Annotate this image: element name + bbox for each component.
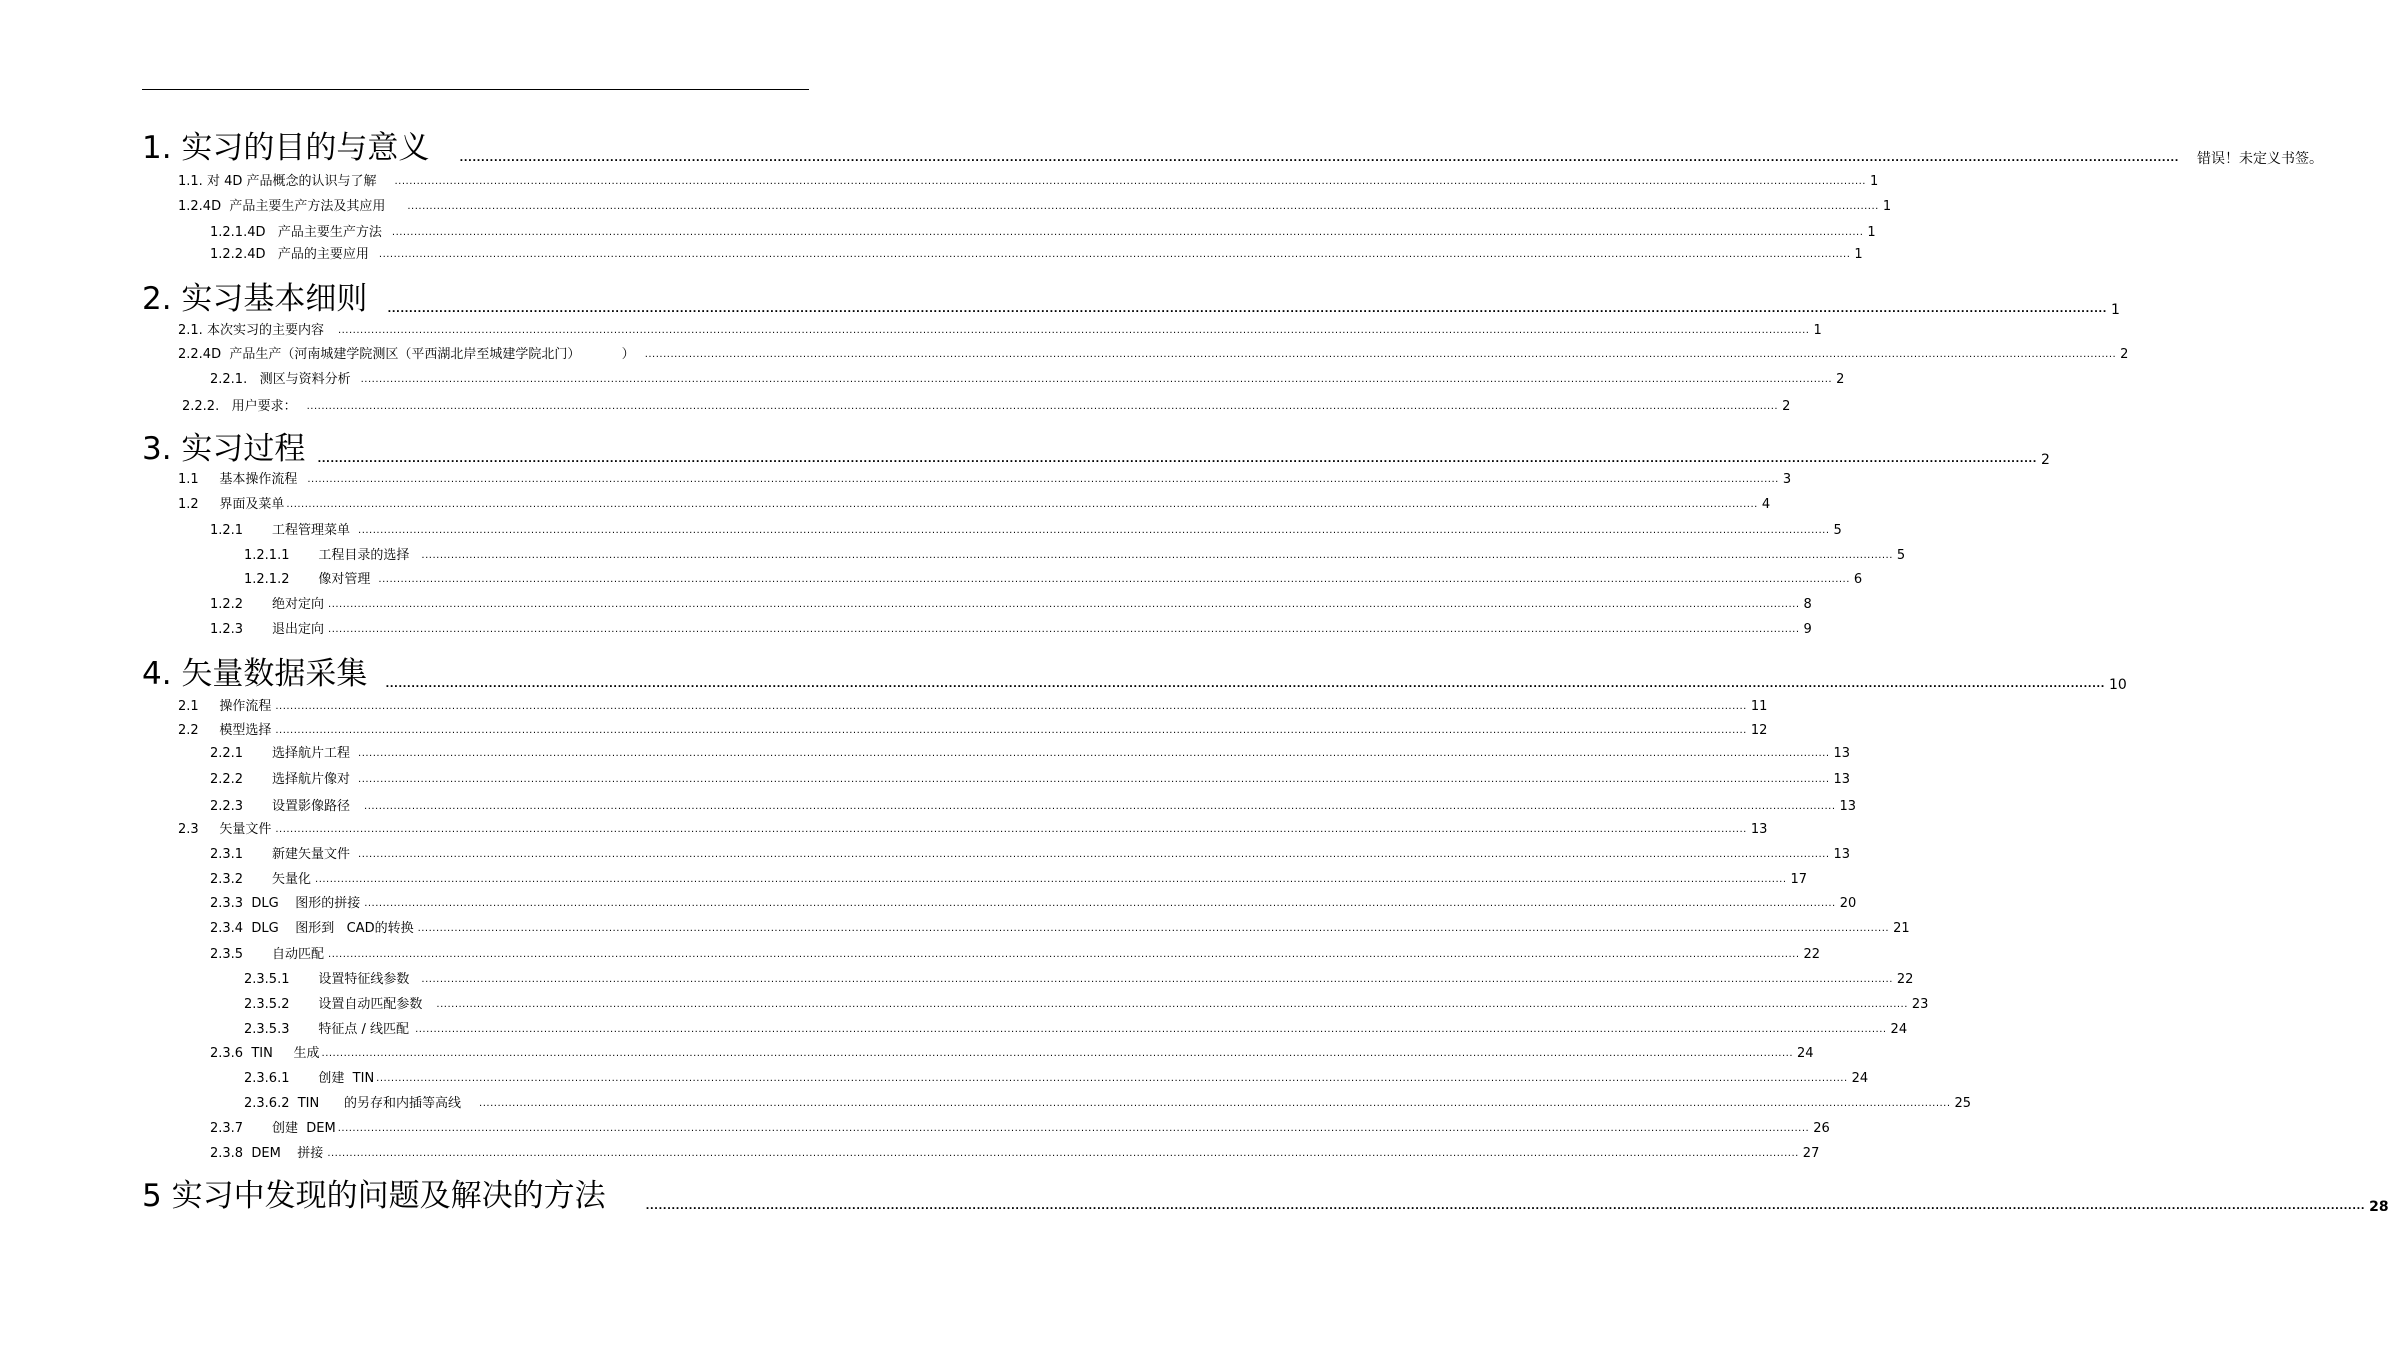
toc-entry-label: 2.3.8 DEM 拼接 (210, 1146, 324, 1161)
toc-entry[interactable] (142, 273, 2120, 318)
toc-entry[interactable] (142, 648, 2127, 693)
toc-leader-dots: ................................................................................................................................................................................................................................................................................................................................................................................................................ (417, 923, 1890, 934)
toc-entry-label: 2.3.2 矢量化 (210, 872, 312, 887)
toc-leader-dots: ................................................................................................................................................................................................................................................................................................................................................................................................................ (321, 1048, 1793, 1059)
toc-page-number: 1 (1869, 174, 1879, 189)
toc-entry-label: 1.2.2.4D 产品的主要应用 (210, 247, 369, 262)
toc-entry-label: 1.1. 对 4D 产品概念的认识与了解 (178, 174, 377, 189)
toc-page-number: 错误！未定义书签。 (2196, 151, 2323, 167)
toc-leader-dots: ................................................................................................................................................................................................................................................................................................................................................................................................................ (378, 249, 1851, 260)
toc-leader-dots: ................................................................................................................................................................................................................................................................................................................................................................................................................ (644, 349, 2117, 360)
toc-leader-dots: ................................................................................................................................................................................................................................................................................................................................................................................................................ (358, 774, 1830, 785)
toc-page-number: 22 (1803, 947, 1821, 962)
toc-leader-dots: ................................................................................................................................................................................................................................................................................................................................................................................................................ (327, 1148, 1799, 1159)
toc-page-number: 1 (1854, 247, 1863, 262)
toc-page-number: 2 (2040, 452, 2050, 468)
toc-entry-label: 2.3.5.2 设置自动匹配参数 (244, 997, 423, 1012)
toc-entry-label: 2.2.4D 产品生产（河南城建学院测区（平西湖北岸至城建学院北门） ） (178, 347, 635, 362)
toc-page-number: 21 (1893, 921, 1910, 936)
toc-entry-label: 2.2.3 设置影像路径 (210, 799, 351, 814)
toc-entry-label: 2.3.1 新建矢量文件 (210, 847, 351, 862)
toc-page-number: 17 (1790, 872, 1808, 887)
toc-page-number: 12 (1750, 723, 1768, 738)
toc-entry[interactable] (244, 1018, 1908, 1037)
toc-entry-label: 2.2.2 选择航片像对 (210, 772, 351, 787)
toc-page-number: 13 (1833, 847, 1851, 862)
toc-leader-dots: ................................................................................................................................................................................................................................................................................................................................................................................................................ (391, 227, 1864, 238)
toc-entry[interactable] (210, 917, 1910, 936)
toc-leader-dots: ................................................................................................................................................................................................................................................................................................................................................................................................................ (421, 974, 1893, 985)
toc-leader-dots: ................................................................................................................................................................................................................................................................................................................................................................................................................ (286, 499, 1758, 510)
toc-entry[interactable] (244, 1092, 1972, 1111)
toc-entry[interactable] (210, 1117, 1830, 1136)
toc-entry-label: 2. 实习基本细则 (142, 281, 368, 317)
toc-entry-label: 2.1. 本次实习的主要内容 (178, 323, 324, 338)
toc-page-number: 1 (1882, 199, 1892, 214)
toc-page-number: 13 (1833, 746, 1851, 761)
toc-entry[interactable] (244, 568, 1863, 587)
toc-entry[interactable] (178, 493, 1771, 512)
toc-entry[interactable] (178, 319, 1822, 338)
toc-page-number: 4 (1761, 497, 1771, 512)
toc-leader-dots: ................................................................................................................................................................................................................................................................................................................................................................................................................ (358, 525, 1830, 536)
toc-page-number: 10 (2108, 677, 2127, 693)
toc-page-number: 28 (2369, 1199, 2389, 1215)
toc-entry[interactable] (178, 195, 1892, 214)
toc-entry[interactable] (178, 818, 1768, 837)
toc-entry-label: 2.3.3 DLG 图形的拼接 (210, 896, 361, 911)
toc-page-number: 23 (1911, 997, 1929, 1012)
toc-entry[interactable] (210, 618, 1812, 637)
toc-leader-dots: ................................................................................................................................................................................................................................................................................................................................................................................................................ (364, 898, 1836, 909)
toc-entry-label: 1. 实习的目的与意义 (142, 130, 430, 166)
toc-page-number: 6 (1853, 572, 1863, 587)
toc-leader-dots: ................................................................................................................................................................................................................................................................................................................................................................................................................ (459, 153, 2179, 164)
toc-entry-label: 2.2.2. 用户要求： (182, 399, 297, 414)
toc-entry-label: 2.3.4 DLG 图形到 CAD的转换 (210, 921, 414, 936)
toc-entry[interactable] (210, 221, 1876, 240)
toc-leader-dots: ................................................................................................................................................................................................................................................................................................................................................................................................................ (407, 201, 1879, 212)
toc-entry[interactable] (210, 243, 1863, 262)
toc-entry-label: 1.2 界面及菜单 (178, 497, 285, 512)
toc-entry-label: 3. 实习过程 (142, 431, 306, 467)
toc-page-number: 5 (1833, 523, 1842, 538)
toc-entry-label: 2.3 矢量文件 (178, 822, 272, 837)
toc-leader-dots: ................................................................................................................................................................................................................................................................................................................................................................................................................ (337, 325, 1810, 336)
header-rule (142, 89, 809, 90)
toc-page-number: 2 (2120, 347, 2129, 362)
toc-entry-label: 1.1 基本操作流程 (178, 472, 298, 487)
toc-leader-dots: ................................................................................................................................................................................................................................................................................................................................................................................................................ (645, 1201, 2366, 1212)
toc-page-number: 8 (1803, 597, 1812, 612)
toc-page-number: 3 (1782, 472, 1792, 487)
toc-entry[interactable] (210, 519, 1842, 538)
toc-entry-label: 1.2.1.2 像对管理 (244, 572, 371, 587)
toc-entry-label: 2.1 操作流程 (178, 699, 272, 714)
toc-entry[interactable] (142, 423, 2050, 468)
toc-page-number: 24 (1851, 1071, 1869, 1086)
toc-entry-label: 1.2.2 绝对定向 (210, 597, 325, 612)
toc-leader-dots: ................................................................................................................................................................................................................................................................................................................................................................................................................ (317, 454, 2037, 465)
toc-page-number: 2 (1782, 399, 1791, 414)
toc-entry-label: 5 实习中发现的问题及解决的方法 (142, 1178, 606, 1214)
toc-leader-dots: ................................................................................................................................................................................................................................................................................................................................................................................................................ (421, 550, 1893, 561)
toc-entry[interactable] (142, 122, 2323, 167)
toc-page-number: 13 (1750, 822, 1768, 837)
toc-entry-label: 2.2 模型选择 (178, 723, 272, 738)
toc-leader-dots: ................................................................................................................................................................................................................................................................................................................................................................................................................ (479, 1098, 1951, 1109)
toc-entry-label: 2.3.6.1 创建 TIN (244, 1071, 375, 1086)
toc-entry[interactable] (142, 1170, 2389, 1215)
toc-entry[interactable] (178, 468, 1792, 487)
toc-entry-label: 2.3.5 自动匹配 (210, 947, 325, 962)
toc-entry[interactable] (210, 868, 1808, 887)
toc-leader-dots: ................................................................................................................................................................................................................................................................................................................................................................................................................ (275, 725, 1747, 736)
toc-leader-dots: ................................................................................................................................................................................................................................................................................................................................................................................................................ (378, 574, 1850, 585)
toc-entry-label: 1.2.1.1 工程目录的选择 (244, 548, 410, 563)
toc-entry[interactable] (210, 368, 1845, 387)
toc-leader-dots: ................................................................................................................................................................................................................................................................................................................................................................................................................ (364, 801, 1836, 812)
toc-page-number: 27 (1802, 1146, 1820, 1161)
toc-entry-label: 1.2.3 退出定向 (210, 622, 325, 637)
toc-leader-dots: ................................................................................................................................................................................................................................................................................................................................................................................................................ (415, 1024, 1887, 1035)
toc-entry[interactable] (244, 1067, 1869, 1086)
toc-entry-label: 2.2.1. 测区与资料分析 (210, 372, 351, 387)
toc-leader-dots: ................................................................................................................................................................................................................................................................................................................................................................................................................ (275, 701, 1747, 712)
toc-leader-dots: ................................................................................................................................................................................................................................................................................................................................................................................................................ (376, 1073, 1848, 1084)
toc-entry[interactable] (210, 795, 1857, 814)
toc-page-number: 13 (1833, 772, 1851, 787)
toc-entry-label: 2.3.5.1 设置特征线参数 (244, 972, 410, 987)
toc-page-number: 1 (1813, 323, 1822, 338)
toc-entry[interactable] (178, 343, 2129, 362)
toc-entry[interactable] (210, 843, 1851, 862)
toc-entry[interactable] (244, 993, 1929, 1012)
toc-page-number: 1 (2110, 302, 2120, 318)
toc-leader-dots: ................................................................................................................................................................................................................................................................................................................................................................................................................ (337, 1123, 1810, 1134)
toc-entry-label: 2.3.6.2 TIN 的另存和内插等高线 (244, 1096, 462, 1111)
toc-entry-label: 4. 矢量数据采集 (142, 656, 368, 692)
toc-leader-dots: ................................................................................................................................................................................................................................................................................................................................................................................................................ (358, 748, 1830, 759)
toc-page-number: 20 (1839, 896, 1857, 911)
toc-entry[interactable] (182, 395, 1791, 414)
toc-entry[interactable] (244, 544, 1906, 563)
toc-leader-dots: ................................................................................................................................................................................................................................................................................................................................................................................................................ (328, 599, 1800, 610)
toc-page-number: 1 (1867, 225, 1876, 240)
toc-page-number: 24 (1890, 1022, 1908, 1037)
toc-page-number: 13 (1839, 799, 1857, 814)
toc-leader-dots: ................................................................................................................................................................................................................................................................................................................................................................................................................ (328, 949, 1800, 960)
toc-entry-label: 2.2.1 选择航片工程 (210, 746, 351, 761)
toc-page-number: 25 (1954, 1096, 1972, 1111)
toc-entry-label: 1.2.4D 产品主要生产方法及其应用 (178, 199, 386, 214)
toc-entry[interactable] (210, 593, 1812, 612)
toc-entry[interactable] (210, 1142, 1820, 1161)
toc-leader-dots: ................................................................................................................................................................................................................................................................................................................................................................................................................ (358, 849, 1830, 860)
toc-entry[interactable] (210, 892, 1857, 911)
toc-page-number: 9 (1803, 622, 1812, 637)
toc-page-number: 2 (1836, 372, 1845, 387)
toc-leader-dots: ................................................................................................................................................................................................................................................................................................................................................................................................................ (315, 874, 1787, 885)
toc-entry[interactable] (178, 719, 1768, 738)
toc-page-number: 11 (1750, 699, 1768, 714)
toc-leader-dots: ................................................................................................................................................................................................................................................................................................................................................................................................................ (394, 176, 1866, 187)
toc-entry[interactable] (210, 742, 1851, 761)
toc-entry[interactable] (210, 943, 1821, 962)
toc-entry-label: 2.3.7 创建 DEM (210, 1121, 336, 1136)
toc-entry-label: 2.3.5.3 特征点 / 线匹配 (244, 1022, 410, 1037)
toc-leader-dots: ................................................................................................................................................................................................................................................................................................................................................................................................................ (436, 999, 1908, 1010)
toc-leader-dots: ................................................................................................................................................................................................................................................................................................................................................................................................................ (328, 624, 1800, 635)
toc-leader-dots: ................................................................................................................................................................................................................................................................................................................................................................................................................ (385, 679, 2105, 690)
toc-entry[interactable] (210, 1042, 1814, 1061)
toc-page-number: 24 (1797, 1046, 1814, 1061)
toc-page-number: 26 (1813, 1121, 1830, 1136)
toc-leader-dots: ................................................................................................................................................................................................................................................................................................................................................................................................................ (307, 474, 1779, 485)
toc-entry-label: 1.2.1 工程管理菜单 (210, 523, 351, 538)
toc-leader-dots: ................................................................................................................................................................................................................................................................................................................................................................................................................ (360, 374, 1833, 385)
toc-leader-dots: ................................................................................................................................................................................................................................................................................................................................................................................................................ (387, 304, 2107, 315)
toc-page-number: 22 (1896, 972, 1914, 987)
toc-entry[interactable] (210, 768, 1851, 787)
toc-entry-label: 2.3.6 TIN 生成 (210, 1046, 320, 1061)
toc-entry-label: 1.2.1.4D 产品主要生产方法 (210, 225, 382, 240)
toc-leader-dots: ................................................................................................................................................................................................................................................................................................................................................................................................................ (275, 824, 1747, 835)
toc-page-number: 5 (1896, 548, 1906, 563)
toc-entry[interactable] (178, 170, 1879, 189)
toc-leader-dots: ................................................................................................................................................................................................................................................................................................................................................................................................................ (306, 401, 1779, 412)
toc-entry[interactable] (244, 968, 1914, 987)
toc-entry[interactable] (178, 695, 1768, 714)
